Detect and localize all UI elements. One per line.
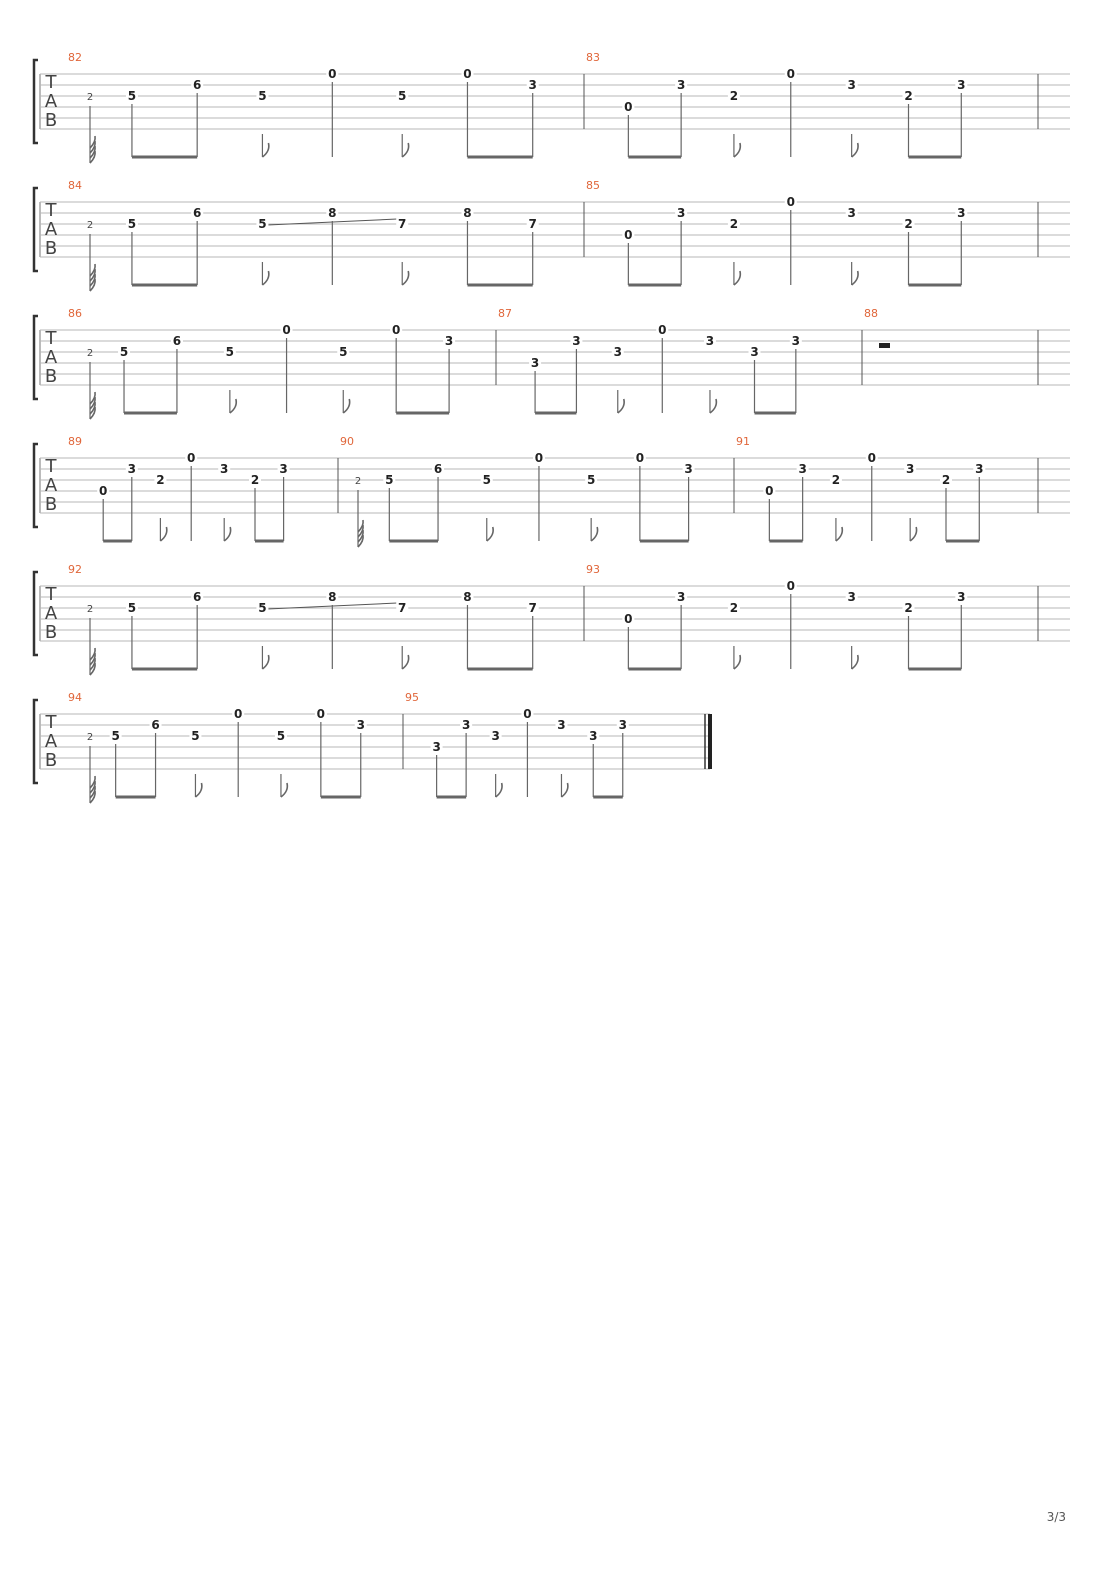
fret-number: 5 bbox=[385, 473, 394, 487]
system-bracket bbox=[34, 444, 38, 527]
fret-number: 6 bbox=[151, 718, 160, 732]
note-flag bbox=[618, 399, 624, 413]
fret-number: 2 bbox=[729, 217, 739, 231]
system-bracket bbox=[34, 572, 38, 655]
tab-clef-letter: A bbox=[44, 475, 58, 496]
fret-number: 2 bbox=[904, 601, 913, 615]
fret-number: 0 bbox=[316, 707, 326, 721]
fret-number: 8 bbox=[328, 590, 337, 604]
fret-number: 3 bbox=[676, 590, 686, 604]
fret-number: 3 bbox=[279, 462, 288, 476]
fret-number: 5 bbox=[276, 729, 286, 743]
system-bracket bbox=[34, 316, 38, 399]
fret-number: 3 bbox=[684, 462, 693, 476]
note-flag bbox=[402, 655, 408, 669]
note-flag bbox=[402, 271, 408, 285]
grace-note-fret: 2 bbox=[86, 348, 94, 359]
note-flag bbox=[343, 399, 349, 413]
tab-clef-letter: T bbox=[45, 584, 57, 605]
fret-number: 3 bbox=[530, 356, 540, 370]
fret-number: 3 bbox=[847, 206, 856, 220]
fret-number: 7 bbox=[528, 601, 537, 615]
measure-number: 85 bbox=[586, 179, 600, 192]
fret-number: 3 bbox=[750, 345, 759, 359]
fret-number: 3 bbox=[491, 729, 500, 743]
tab-clef-letter: T bbox=[45, 200, 57, 221]
fret-number: 3 bbox=[356, 718, 365, 732]
grace-note-fret: 2 bbox=[86, 220, 94, 231]
fret-number: 5 bbox=[258, 601, 267, 615]
tab-clef-letter: A bbox=[44, 91, 58, 112]
note-flag bbox=[710, 399, 716, 413]
fret-number: 5 bbox=[127, 217, 137, 231]
tab-clef-letter: A bbox=[44, 731, 58, 752]
fret-number: 5 bbox=[258, 217, 267, 231]
fret-number: 3 bbox=[975, 462, 984, 476]
tab-clef-letter: B bbox=[44, 494, 58, 515]
fret-number: 6 bbox=[193, 78, 202, 92]
note-flag bbox=[195, 783, 201, 797]
fret-number: 3 bbox=[798, 462, 807, 476]
measure-number: 84 bbox=[68, 179, 82, 192]
fret-number: 0 bbox=[99, 484, 108, 498]
fret-number: 0 bbox=[282, 323, 291, 337]
fret-number: 3 bbox=[444, 334, 454, 348]
measure bbox=[498, 307, 862, 413]
tab-system bbox=[34, 691, 710, 803]
fret-number: 2 bbox=[729, 601, 739, 615]
fret-number: 0 bbox=[234, 707, 243, 721]
fret-number: 5 bbox=[339, 345, 348, 359]
fret-number: 2 bbox=[156, 473, 165, 487]
fret-number: 3 bbox=[676, 206, 686, 220]
tab-clef-letter: B bbox=[44, 622, 58, 643]
fret-number: 3 bbox=[791, 334, 801, 348]
fret-number: 3 bbox=[557, 718, 566, 732]
fret-number: 2 bbox=[941, 473, 951, 487]
measure-number: 95 bbox=[405, 691, 419, 704]
fret-number: 3 bbox=[847, 590, 856, 604]
fret-number: 3 bbox=[705, 334, 715, 348]
tab-clef-letter: A bbox=[44, 603, 58, 624]
tab-clef-letter: T bbox=[45, 328, 57, 349]
measure-number: 86 bbox=[68, 307, 82, 320]
grace-note-fret: 2 bbox=[86, 604, 94, 615]
measure-number: 92 bbox=[68, 563, 82, 576]
fret-number: 3 bbox=[589, 729, 598, 743]
fret-number: 0 bbox=[635, 451, 645, 465]
tab-clef-letter: T bbox=[45, 72, 57, 93]
fret-number: 0 bbox=[786, 579, 795, 593]
fret-number: 2 bbox=[250, 473, 260, 487]
system-bracket bbox=[34, 60, 38, 143]
note-flag bbox=[224, 527, 230, 541]
grace-note-fret: 2 bbox=[354, 476, 362, 487]
note-flag bbox=[852, 271, 858, 285]
note-flag bbox=[734, 655, 740, 669]
fret-number: 5 bbox=[482, 473, 491, 487]
fret-number: 5 bbox=[225, 345, 235, 359]
fret-number: 3 bbox=[432, 740, 441, 754]
fret-number: 5 bbox=[191, 729, 200, 743]
measure-number: 83 bbox=[586, 51, 600, 64]
fret-number: 0 bbox=[187, 451, 196, 465]
measure-number: 93 bbox=[586, 563, 600, 576]
note-flag bbox=[591, 527, 597, 541]
tab-clef-letter: T bbox=[45, 712, 57, 733]
fret-number: 5 bbox=[586, 473, 596, 487]
note-flag bbox=[487, 527, 493, 541]
fret-number: 6 bbox=[433, 462, 443, 476]
measure bbox=[586, 51, 1038, 157]
note-flag bbox=[836, 527, 842, 541]
fret-number: 0 bbox=[624, 612, 633, 626]
fret-number: 0 bbox=[523, 707, 532, 721]
fret-number: 7 bbox=[528, 217, 537, 231]
note-flag bbox=[230, 399, 236, 413]
note-flag bbox=[734, 143, 740, 157]
measure-number: 94 bbox=[68, 691, 82, 704]
tab-clef-letter: T bbox=[45, 456, 57, 477]
fret-number: 6 bbox=[193, 590, 202, 604]
fret-number: 3 bbox=[528, 78, 537, 92]
tab-system bbox=[34, 51, 1070, 163]
fret-number: 0 bbox=[392, 323, 401, 337]
note-flag bbox=[262, 271, 268, 285]
tab-clef-letter: A bbox=[44, 219, 58, 240]
fret-number: 3 bbox=[957, 590, 966, 604]
fret-number: 3 bbox=[847, 78, 856, 92]
tab-system bbox=[34, 307, 1070, 419]
note-flag bbox=[160, 527, 166, 541]
whole-rest bbox=[879, 343, 890, 348]
fret-number: 7 bbox=[398, 217, 407, 231]
grace-note-fret: 2 bbox=[86, 732, 94, 743]
measure bbox=[586, 563, 1038, 669]
fret-number: 3 bbox=[220, 462, 229, 476]
fret-number: 3 bbox=[618, 718, 627, 732]
fret-number: 3 bbox=[461, 718, 471, 732]
tab-clef-letter: B bbox=[44, 238, 58, 259]
fret-number: 8 bbox=[463, 590, 472, 604]
fret-number: 8 bbox=[328, 206, 337, 220]
fret-number: 0 bbox=[624, 100, 633, 114]
measure-number: 87 bbox=[498, 307, 512, 320]
note-flag bbox=[910, 527, 916, 541]
grace-note-fret: 2 bbox=[86, 92, 94, 103]
fret-number: 2 bbox=[904, 217, 913, 231]
measure bbox=[586, 179, 1038, 285]
fret-number: 3 bbox=[676, 78, 686, 92]
measure-number: 90 bbox=[340, 435, 354, 448]
fret-number: 0 bbox=[765, 484, 774, 498]
fret-number: 3 bbox=[127, 462, 136, 476]
tab-system bbox=[34, 179, 1070, 291]
page-number: 3/3 bbox=[1046, 1510, 1066, 1524]
tab-clef-letter: A bbox=[44, 347, 58, 368]
tab-clef-letter: B bbox=[44, 750, 58, 771]
fret-number: 0 bbox=[624, 228, 633, 242]
fret-number: 0 bbox=[658, 323, 667, 337]
measure-number: 82 bbox=[68, 51, 82, 64]
fret-number: 5 bbox=[119, 345, 129, 359]
note-flag bbox=[852, 143, 858, 157]
fret-number: 0 bbox=[867, 451, 876, 465]
fret-number: 3 bbox=[572, 334, 581, 348]
fret-number: 5 bbox=[258, 89, 267, 103]
fret-number: 5 bbox=[111, 729, 120, 743]
note-flag bbox=[496, 783, 502, 797]
system-bracket bbox=[34, 700, 38, 783]
fret-number: 2 bbox=[904, 89, 913, 103]
note-flag bbox=[281, 783, 287, 797]
measure-number: 91 bbox=[736, 435, 750, 448]
tab-clef-letter: B bbox=[44, 366, 58, 387]
fret-number: 6 bbox=[172, 334, 182, 348]
measure bbox=[736, 435, 1038, 541]
fret-number: 3 bbox=[613, 345, 622, 359]
fret-number: 0 bbox=[786, 67, 795, 81]
note-flag bbox=[262, 655, 268, 669]
note-flag bbox=[561, 783, 567, 797]
measure-number: 88 bbox=[864, 307, 878, 320]
fret-number: 0 bbox=[786, 195, 795, 209]
fret-number: 5 bbox=[398, 89, 407, 103]
note-flag bbox=[734, 271, 740, 285]
measure bbox=[68, 435, 338, 541]
fret-number: 6 bbox=[193, 206, 202, 220]
fret-number: 7 bbox=[398, 601, 407, 615]
note-flag bbox=[852, 655, 858, 669]
tab-system bbox=[34, 435, 1070, 547]
fret-number: 2 bbox=[729, 89, 739, 103]
fret-number: 3 bbox=[957, 78, 966, 92]
fret-number: 0 bbox=[534, 451, 544, 465]
fret-number: 0 bbox=[328, 67, 337, 81]
measure-number: 89 bbox=[68, 435, 82, 448]
measure bbox=[864, 307, 1038, 385]
fret-number: 8 bbox=[463, 206, 472, 220]
note-flag bbox=[402, 143, 408, 157]
tab-system bbox=[34, 563, 1070, 675]
tab-clef-letter: B bbox=[44, 110, 58, 131]
fret-number: 3 bbox=[957, 206, 966, 220]
fret-number: 3 bbox=[905, 462, 915, 476]
measure bbox=[405, 691, 629, 797]
system-bracket bbox=[34, 188, 38, 271]
fret-number: 5 bbox=[127, 89, 137, 103]
fret-number: 0 bbox=[463, 67, 472, 81]
fret-number: 5 bbox=[127, 601, 137, 615]
note-flag bbox=[262, 143, 268, 157]
fret-number: 2 bbox=[831, 473, 841, 487]
